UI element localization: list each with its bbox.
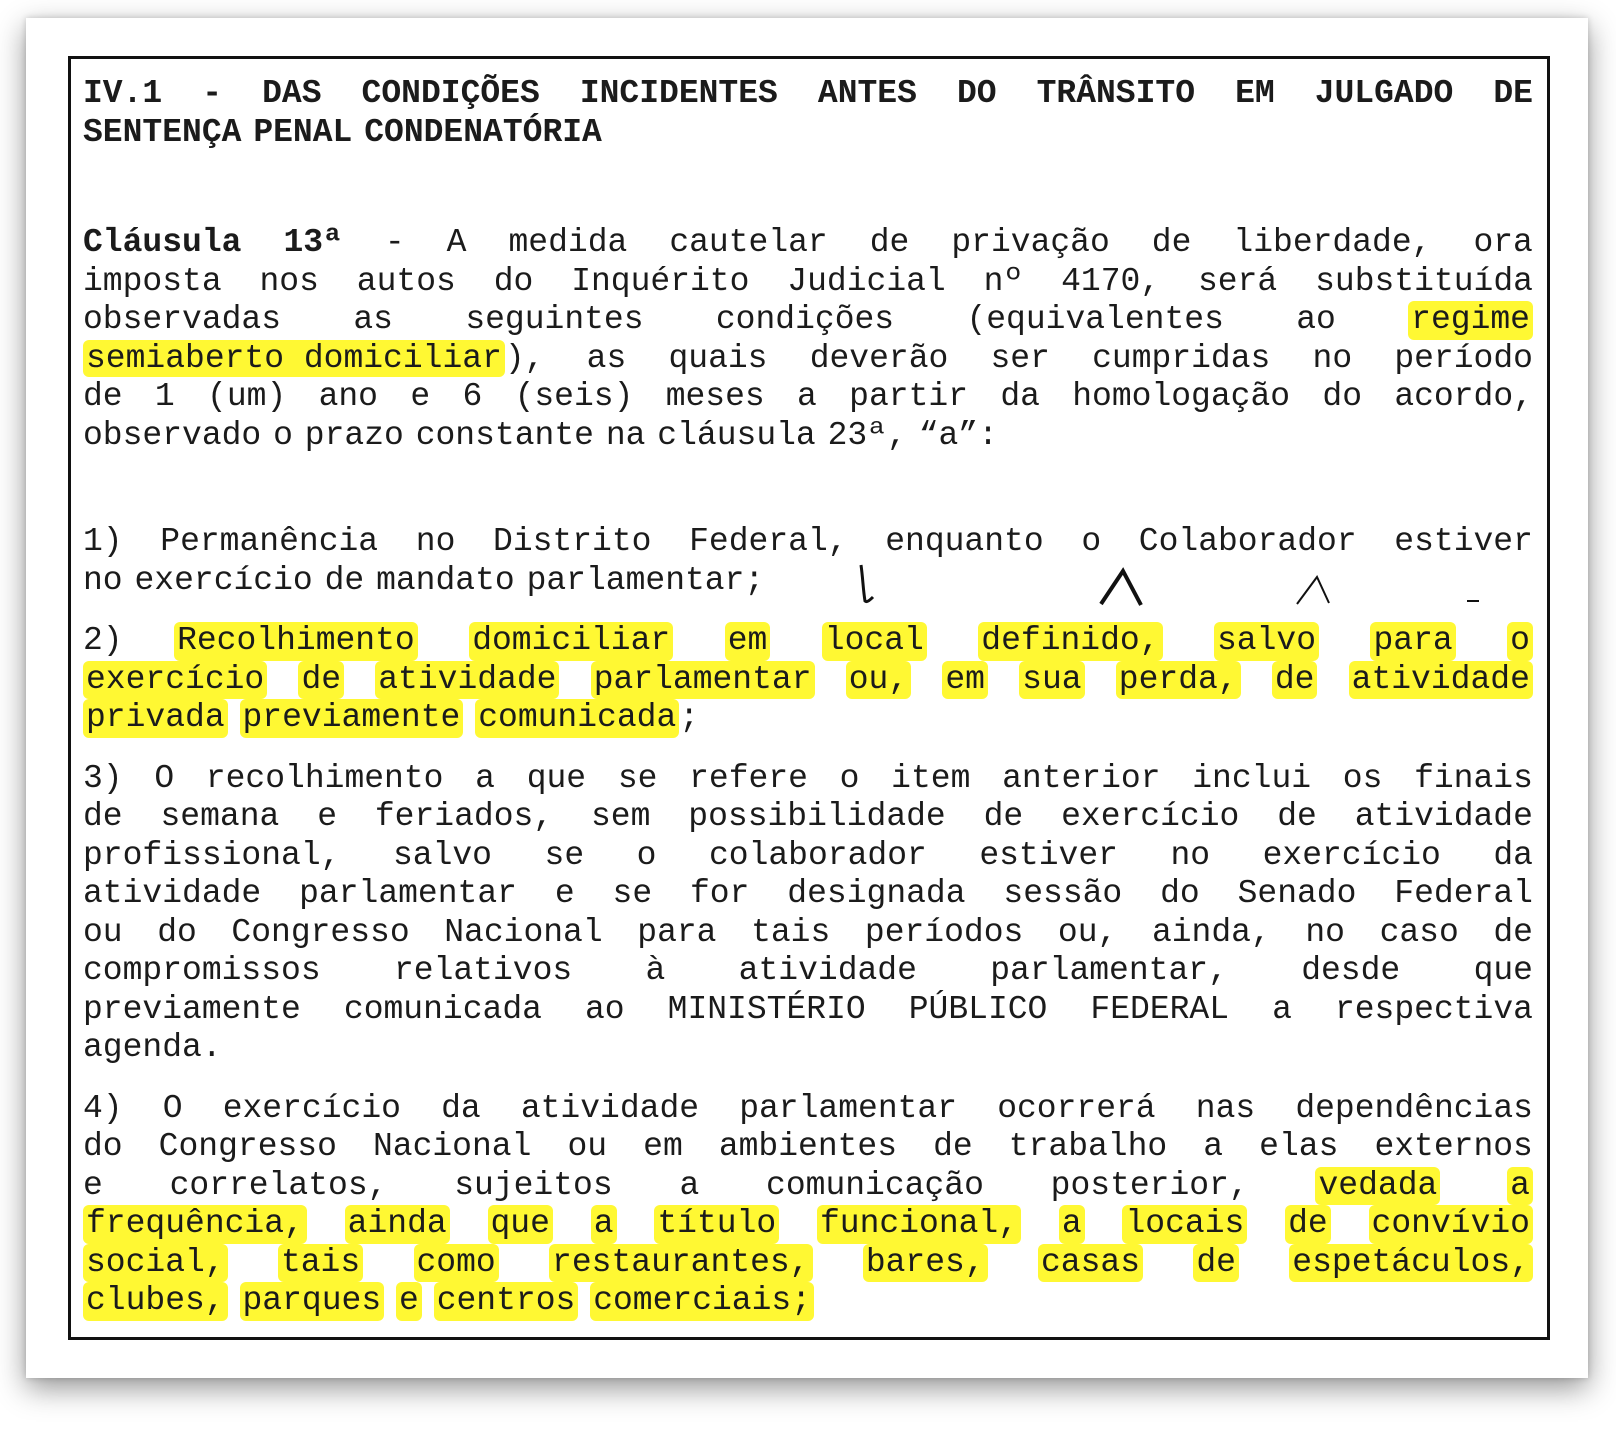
word: 1) [83,523,123,560]
highlighted-word: local [822,622,927,661]
word: INCIDENTES [579,75,778,112]
word: tais [751,913,831,951]
word: ambientes [718,1128,898,1165]
word: de [869,224,910,261]
handwritten-marks [71,59,1553,1343]
word: profissional, [83,836,341,874]
word: relativos [393,952,573,989]
highlighted-word: social, [83,1244,228,1283]
highlighted-word: parlamentar [591,661,815,700]
highlighted-word: ainda [345,1205,450,1244]
word: acordo, [1394,378,1533,415]
word: deverão [809,339,949,377]
word: IV.1 [83,75,163,112]
word: observado [83,416,262,454]
word: prazo [304,416,404,454]
word: trabalho [1008,1128,1168,1165]
word: privação [951,224,1110,261]
word: observadas [83,301,282,338]
highlighted-word: bares, [863,1244,988,1283]
highlighted-word: título [654,1205,779,1244]
word: SENTENÇA [83,113,242,151]
word: os [1342,759,1383,797]
word: no [1312,339,1353,377]
highlighted-word: convívio [1369,1205,1533,1244]
word: nº [983,262,1024,300]
highlighted-word: exercício [83,661,267,700]
word: o [1081,523,1102,560]
word: 4170, [1061,262,1161,300]
word: anterior [1002,759,1161,797]
word: mandato [376,561,515,599]
highlight: semiaberto domiciliar [83,340,505,377]
word: no [83,561,123,599]
highlighted-word: previamente [240,699,464,738]
word: respectiva [1334,990,1533,1028]
word: no [415,523,456,560]
word: CONDIÇÕES [361,75,540,112]
word: ou [83,913,123,951]
document-frame [68,56,1550,1340]
word: ainda, [1151,913,1271,951]
highlighted-word: atividade [1349,661,1533,700]
word: no [1170,836,1211,874]
word: O [162,1089,183,1127]
word: colaborador [708,836,927,874]
word: MINISTÉRIO [667,990,866,1028]
word: do [1322,378,1362,415]
highlighted-word: privada [83,699,228,738]
word: ocorrerá [997,1089,1156,1127]
word: se [612,875,653,912]
word: atividade [738,952,917,989]
word: finais [1414,759,1533,797]
word: partir [849,378,968,415]
word: Distrito [493,523,652,560]
word: exercício [134,561,313,599]
word: ou [567,1128,608,1165]
word: de [83,798,123,835]
word: DE [1493,75,1533,112]
word: Colaborador [1138,523,1357,560]
word: imposta [83,262,222,300]
highlighted-word: tais [278,1244,363,1283]
word: Nacional [444,913,603,951]
word: feriados, [374,798,554,835]
handwritten-mark [1101,571,1141,605]
word: caso [1379,913,1459,951]
word: e [317,798,337,835]
highlighted-word: restaurantes, [549,1244,812,1283]
word: ser [990,339,1050,377]
word: meses [665,378,765,415]
highlighted-word: espetáculos, [1289,1244,1533,1283]
word: autos [356,262,456,300]
word: medida [508,224,628,261]
handwritten-mark [1297,577,1329,604]
word: e [554,875,575,912]
punctuation: ; [679,699,700,736]
word: parlamentar, [990,952,1228,989]
word: agenda. [83,1029,222,1066]
word: à [645,952,666,989]
word: para [637,913,717,951]
highlighted-word: o [1507,622,1533,661]
word: seguintes [465,301,644,338]
word: em [643,1128,683,1165]
highlighted-word: de [298,661,344,700]
word: ano [318,378,378,415]
highlighted-word: a [591,1205,617,1244]
word: homologação [1072,378,1291,415]
word: dependências [1295,1089,1533,1127]
word: 6 [462,378,483,415]
word: ), [504,339,545,377]
word: e [83,1166,103,1204]
word: será [1198,262,1278,300]
word: desde [1301,952,1401,989]
word: enquanto [885,523,1044,560]
word: Nacional [372,1128,532,1165]
highlighted-word: salvo [1214,622,1319,661]
highlighted-word: vedada [1315,1167,1440,1206]
word: de [83,378,123,415]
word: ANTES [817,75,917,112]
word: (um) [207,378,287,415]
word: parlamentar [739,1089,958,1127]
word: refere [689,759,808,797]
word: quais [668,339,768,377]
word: a [475,759,495,797]
word: previamente [83,990,301,1028]
word: 2) [83,622,123,659]
highlighted-word: perda, [1116,661,1241,700]
highlighted-word: Recolhimento [174,622,418,661]
word: períodos [864,913,1024,951]
highlighted-word: locais [1122,1205,1247,1244]
word: na [605,416,646,454]
word: item [891,759,971,797]
word: ora [1473,224,1533,261]
highlighted-word: de [1285,1205,1331,1244]
word: comunicada [343,990,542,1028]
word: que [1473,952,1533,989]
word: condições [715,301,895,338]
word: sem [590,798,651,835]
word: salvo [392,836,492,874]
word: “a”: [918,416,998,454]
word: recolhimento [205,759,444,797]
word: atividade [520,1089,700,1127]
word: Federal [1394,875,1533,912]
word: PENAL [253,113,353,151]
word: elas [1259,1128,1339,1165]
word: o [839,759,860,797]
word: liberdade, [1233,224,1432,261]
word: A [446,224,467,261]
word: - [384,224,405,261]
word: posterior, [1050,1166,1249,1204]
word: se [617,759,658,797]
word: Judicial [787,262,946,300]
word: o [636,836,657,874]
word: o [273,416,293,454]
word: possibilidade [688,798,946,835]
word: EM [1235,75,1275,112]
word: inclui [1192,759,1312,797]
word: do [1160,875,1200,912]
highlighted-word: que [488,1205,553,1244]
highlighted-word: atividade [375,661,559,700]
word: período [1394,339,1533,377]
word: O [154,759,175,797]
highlighted-word: ou, [846,661,911,700]
word: as [353,301,393,338]
word: do [83,1128,123,1165]
word: atividade [83,875,262,912]
word: externos [1374,1128,1533,1165]
word: PÚBLICO [908,990,1048,1028]
word: semana [160,798,280,835]
word: Senado [1237,875,1357,912]
word: ou, [1057,913,1118,951]
highlighted-word: de [1272,661,1318,700]
highlighted-word: sua [1019,661,1084,700]
word: JULGADO [1314,75,1454,112]
word: do [157,913,197,951]
word: substituída [1315,262,1533,300]
highlighted-word: para [1370,622,1455,661]
word: DAS [262,75,322,112]
highlighted-word: domiciliar [469,622,673,661]
word: exercício [1061,798,1240,835]
handwritten-mark [861,565,873,602]
highlighted-word: comunicada [475,699,679,738]
word: ao [584,990,625,1028]
word: de [983,798,1024,835]
word: de [1277,798,1317,835]
highlighted-word: clubes, [83,1282,228,1321]
word: Inquérito [571,262,750,300]
word: for [690,875,750,912]
word: cautelar [669,224,828,261]
word: no [1305,913,1345,951]
word: (seis) [514,378,634,415]
word: de [324,561,365,599]
word: 23ª, [827,416,907,454]
word: do [493,262,534,300]
word: exercício [222,1089,401,1127]
word: compromissos [83,952,321,989]
highlighted-word: a [1507,1167,1533,1206]
word: as [586,339,627,377]
word: correlatos, [169,1166,388,1204]
word: - [202,75,223,112]
word: cumpridas [1092,339,1271,377]
word: ao [1296,301,1336,338]
word: da [1493,836,1533,874]
word: que [526,759,587,797]
word: comunicação [766,1166,984,1204]
word: cláusula [657,416,816,454]
word: a [797,378,817,415]
highlighted-word: a [1059,1205,1085,1244]
highlighted-word: casas [1038,1244,1143,1283]
word: da [441,1089,481,1127]
highlighted-word: e [396,1282,422,1321]
word: Congresso [231,913,410,951]
word: 3) [83,759,123,797]
highlighted-word: regime [1408,301,1533,340]
highlighted-word: parques [240,1282,385,1321]
word: a [679,1166,700,1204]
highlighted-word: em [725,622,771,661]
word: parlamentar; [526,561,765,599]
word: de [1151,224,1192,261]
word: atividade [1354,798,1533,835]
highlighted-word: em [942,661,988,700]
word: Congresso [158,1128,337,1165]
word: e [410,378,431,415]
highlighted-word: definido, [978,622,1162,661]
word: de [1493,913,1533,951]
highlighted-word: centros [434,1282,579,1321]
word: a [1272,990,1292,1028]
highlighted-word: frequência, [83,1205,307,1244]
word: exercício [1262,836,1441,874]
highlighted-word: comerciais; [590,1282,814,1321]
word: nas [1195,1089,1256,1127]
word: Cláusula [83,224,242,261]
highlighted-word: como [414,1244,499,1283]
word: constante [415,416,594,454]
word: sujeitos [454,1166,613,1204]
word: 4) [83,1089,123,1127]
word: 1 [154,378,175,415]
highlighted-word: funcional, [817,1205,1021,1244]
word: Federal, [689,523,848,560]
word: Permanência [160,523,379,560]
word: designada [787,875,966,912]
word: nos [259,262,319,300]
word: estiver [979,836,1118,874]
word: de [933,1128,973,1165]
word: a [1203,1128,1224,1165]
word: estiver [1394,523,1533,560]
word: CONDENATÓRIA [364,113,602,151]
word: parlamentar [299,875,517,912]
word: 13ª [283,224,343,261]
word: FEDERAL [1090,990,1230,1028]
word: da [1000,378,1040,415]
word: se [544,836,585,874]
word: TRÂNSITO [1036,75,1196,112]
word: sessão [1003,875,1123,912]
word: (equivalentes [966,301,1224,338]
highlighted-word: de [1193,1244,1239,1283]
word: DO [956,75,997,112]
